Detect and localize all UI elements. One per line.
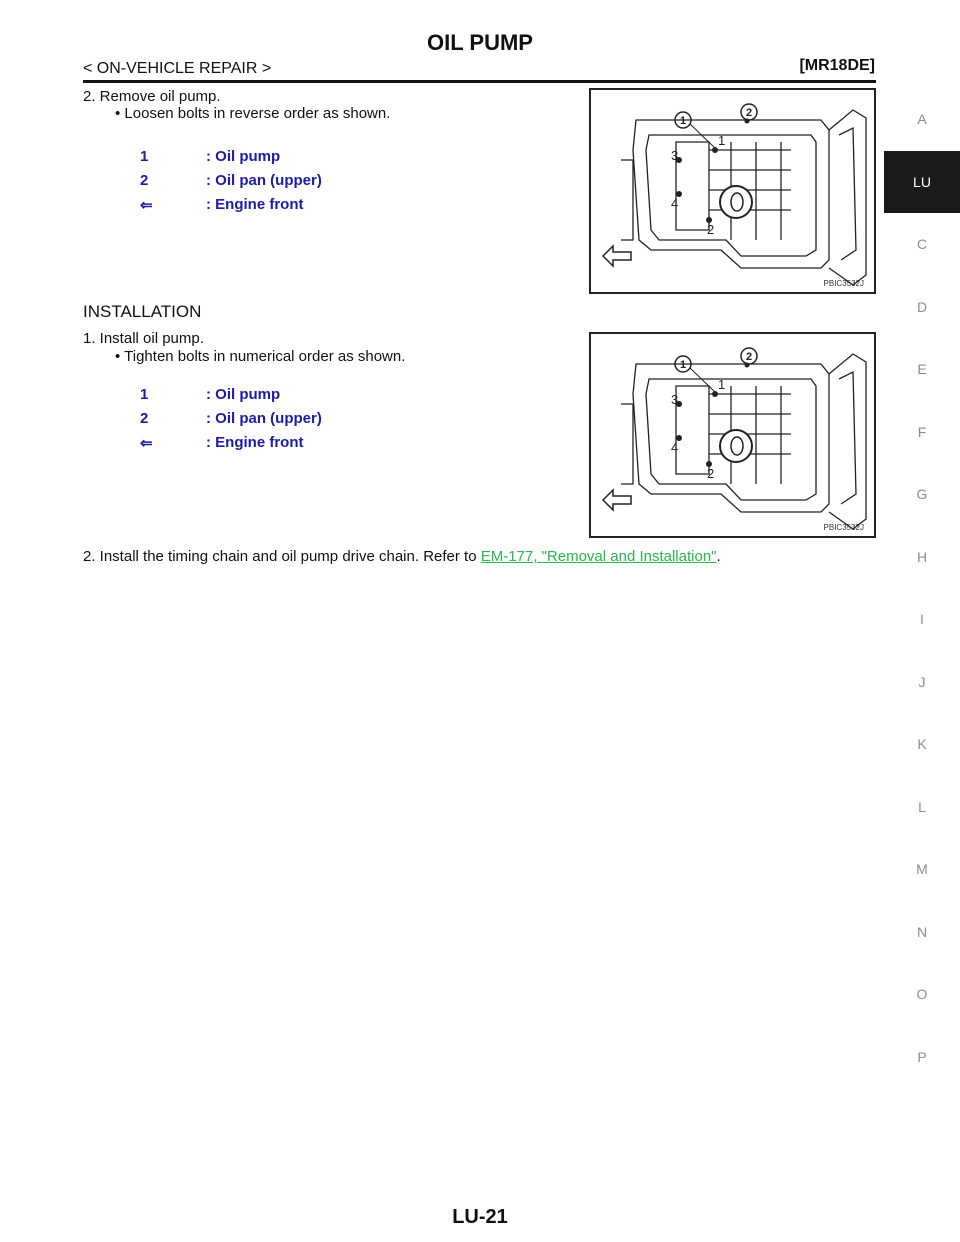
oil-pump-removal-figure <box>589 88 876 294</box>
legend-key: ⇐ <box>140 197 153 214</box>
oil-pan-diagram <box>591 90 874 292</box>
tab-k[interactable]: K <box>917 736 927 752</box>
legend-value: : Oil pump <box>206 386 281 403</box>
installation-step-1: 1. Install oil pump. <box>83 330 204 347</box>
legend-value: : Oil pan (upper) <box>206 410 322 427</box>
tab-o[interactable]: O <box>916 986 928 1002</box>
legend-key: 1 <box>140 148 149 165</box>
callout-2: 2 <box>745 351 753 363</box>
installation-heading: INSTALLATION <box>83 302 202 321</box>
engine-front-arrow-icon <box>603 246 631 266</box>
tab-j[interactable]: J <box>918 673 926 690</box>
legend-key: 2 <box>140 172 149 189</box>
installation-bullet: • Tighten bolts in numerical order as shown. <box>115 348 406 365</box>
legend-key: 2 <box>140 410 149 427</box>
callout-2: 2 <box>745 107 753 119</box>
tab-g[interactable]: G <box>916 486 928 502</box>
engine-code: [MR18DE] <box>799 57 875 74</box>
step-2-text: 2. Install the timing chain and oil pump drive chain. Refer to <box>83 548 481 565</box>
tab-lu[interactable]: LU <box>884 151 960 214</box>
tab-f[interactable]: F <box>917 423 927 440</box>
bolt-number: 2 <box>707 222 715 237</box>
bolt-number: 3 <box>671 148 679 163</box>
tab-m[interactable]: M <box>916 861 928 877</box>
callout-1: 1 <box>679 115 687 127</box>
tab-h[interactable]: H <box>916 548 928 565</box>
engine-front-arrow-icon <box>603 490 631 510</box>
figure-code: PBIC3532J <box>823 523 864 532</box>
legend-value: : Engine front <box>206 434 304 451</box>
callout-1: 1 <box>679 359 687 371</box>
legend-value: : Oil pump <box>206 148 281 165</box>
step-2-suffix: . <box>716 548 721 565</box>
bolt-number: 4 <box>671 440 679 455</box>
tab-c[interactable]: C <box>916 236 928 252</box>
section-label: < ON-VEHICLE REPAIR > <box>83 60 272 77</box>
bolt-number: 1 <box>718 377 726 392</box>
bolt-number: 1 <box>718 133 726 148</box>
bolt-number: 3 <box>671 392 679 407</box>
oil-pump-installation-figure <box>589 332 876 538</box>
tab-a[interactable]: A <box>917 111 927 127</box>
tab-e[interactable]: E <box>917 361 927 377</box>
page-number: LU-21 <box>452 1206 508 1228</box>
bolt-number: 2 <box>707 466 715 481</box>
legend-value: : Engine front <box>206 196 304 213</box>
installation-step-2 <box>83 548 721 565</box>
tab-n[interactable]: N <box>916 923 928 940</box>
page-title: OIL PUMP <box>427 30 533 55</box>
legend-value: : Oil pan (upper) <box>206 172 322 189</box>
tab-i[interactable]: I <box>920 611 924 627</box>
removal-bullet: • Loosen bolts in reverse order as shown. <box>115 105 391 122</box>
legend-key: ⇐ <box>140 435 153 452</box>
tab-d[interactable]: D <box>916 298 928 315</box>
legend-key: 1 <box>140 386 149 403</box>
tab-p[interactable]: P <box>917 1048 927 1065</box>
oil-pan-diagram <box>591 334 874 536</box>
em-177-link[interactable]: EM-177, "Removal and Installation" <box>480 548 717 565</box>
tab-l[interactable]: L <box>918 798 926 815</box>
figure-code: PBIC3532J <box>823 279 864 288</box>
bolt-number: 4 <box>671 196 679 211</box>
header-divider <box>83 80 876 83</box>
section-index-tabs <box>884 88 960 1088</box>
removal-step: 2. Remove oil pump. <box>83 88 221 105</box>
